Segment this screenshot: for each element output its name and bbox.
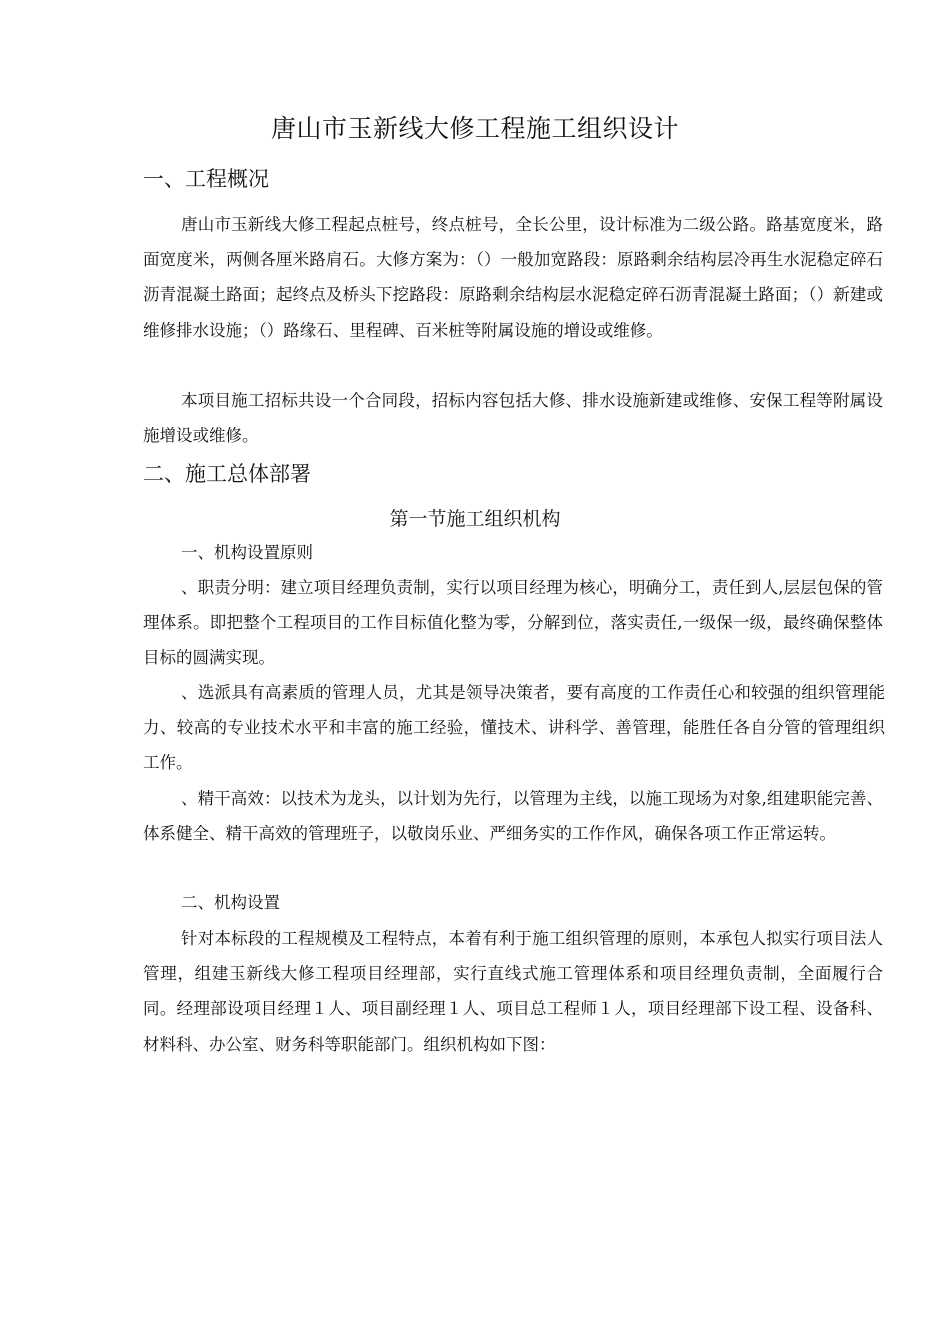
paragraph-principle-personnel: 、选派具有高素质的管理人员，尤其是领导决策者，要有高度的工作责任心和较强的组织管理能力、较高的专业技术水平和丰富的施工经验，懂技术、讲科学、善管理，能胜任各自分管的管理组织工作。 (143, 683, 885, 773)
paragraph-organization-setup: 针对本标段的工程规模及工程特点，本着有利于施工组织管理的原则，本承包人拟实行项目法人管理，组建玉新线大修工程项目经理部，实行直线式施工管理体系和项目经理负责制，全面履行合同。经理部设项目经理１人、项目副经理１人、项目总工程师１人，项目经理部下设工程、设备科、材料科、办公室、财务科等职能部门。组织机构如下图： (143, 929, 883, 1054)
subheading-principles: 一、机构设置原则 (181, 543, 313, 562)
paragraph-project-overview: 唐山市玉新线大修工程起点桩号，终点桩号，全长公里，设计标准为二级公路。路基宽度米，路面宽度米，两侧各厘米路肩石。大修方案为：（）一般加宽路段：原路剩余结构层冷再生水泥稳定碎石沥青混凝土路面；起终点及桥头下挖路段：原路剩余结构层水泥稳定碎石沥青混凝土路面；（）新建或维修排水设施；（）路缘石、里程碑、百米桩等附属设施的增设或维修。 (143, 215, 883, 340)
paragraph-principle-efficiency: 、精干高效：以技术为龙头，以计划为先行，以管理为主线，以施工现场为对象,组建职能完善、体系健全、精干高效的管理班子，以敬岗乐业、严细务实的工作作风，确保各项工作正常运转。 (143, 789, 883, 844)
chapter-title-organization: 第一节施工组织机构 (389, 508, 561, 530)
section-heading-deployment: 二、施工总体部署 (143, 462, 311, 486)
section-heading-overview: 一、工程概况 (143, 167, 269, 191)
document-title: 唐山市玉新线大修工程施工组织设计 (270, 114, 679, 143)
paragraph-bidding-scope: 本项目施工招标共设一个合同段，招标内容包括大修、排水设施新建或维修、安保工程等附属设施增设或维修。 (143, 391, 883, 446)
paragraph-principle-responsibility: 、职责分明：建立项目经理负责制，实行以项目经理为核心，明确分工，责任到人,层层包保的管理体系。即把整个工程项目的工作目标值化整为零，分解到位，落实责任,一级保一级，最终确保整体目标的圆满实现。 (143, 578, 883, 668)
subheading-setup: 二、机构设置 (181, 893, 280, 912)
